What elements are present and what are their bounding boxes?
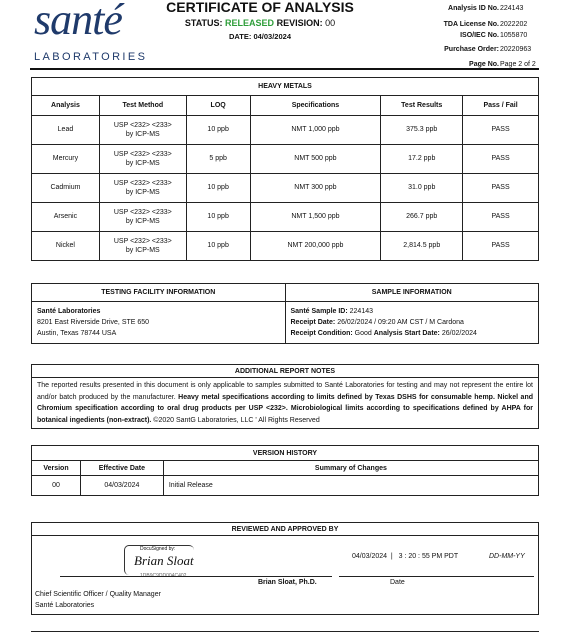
column-header: Version [32,461,81,476]
signed-date-time: 04/03/2024 | 3 : 20 : 55 PM PDT [352,553,459,560]
loq-cell: 10 ppb [186,232,250,261]
pass-fail-cell: PASS [463,232,539,261]
version-title: VERSION HISTORY [32,446,539,461]
facility-name: Santé Laboratories [37,307,101,315]
result-cell: 266.7 ppb [381,203,463,232]
signer-organization: Santé Laboratories [35,602,95,609]
sample-title: SAMPLE INFORMATION [285,284,539,302]
pass-fail-cell: PASS [463,145,539,174]
analysis-start-label: Analysis Start Date: [373,330,440,338]
notes-copyright: ©2020 SantG Laboratories, LLC ' All Rights Reserved [151,416,320,424]
meta-value: 20220963 [500,46,532,53]
version-cell: 00 [32,476,81,496]
method-line: by ICP-MS [125,247,160,254]
spec-cell: NMT 1,000 ppb [250,116,381,145]
receipt-condition-label: Receipt Condition: [290,330,353,338]
table-row [32,145,539,174]
facility-info [32,302,286,344]
loq-cell: 10 ppb [186,174,250,203]
analysis-cell: Mercury [32,145,100,174]
meta-label: Analysis ID No. [448,5,499,12]
document-date [160,32,360,41]
spec-cell: NMT 200,000 ppb [250,232,381,261]
logo-subtitle: LABORATORIES [34,51,148,63]
loq-cell: 5 ppb [186,145,250,174]
meta-value: 1055870 [500,32,528,39]
footer-rule [31,631,539,632]
table-row [32,232,539,261]
status-value: RELEASED [225,18,275,28]
column-header: Summary of Changes [163,461,538,476]
column-header: Effective Date [80,461,163,476]
result-cell: 31.0 ppb [381,174,463,203]
document-status [160,18,360,28]
pass-fail-cell: PASS [463,174,539,203]
notes-text: The reported results presented in this document is only applicable to samples submitted to Santé Laboratories for testing and may not represent the entire lot and/or batch produced by the manufacturer. [37,382,533,401]
signed-time: 3 : 20 : 55 PM PDT [398,553,459,560]
date-caption: Date [390,579,405,586]
result-cell: 2,814.5 ppb [381,232,463,261]
meta-label: Page No. [469,61,499,68]
table-row [32,174,539,203]
date-line [339,576,534,577]
facility-sample-table [31,283,539,344]
receipt-condition-value: Good [354,330,372,338]
method-cell [99,145,186,174]
header-divider [30,68,539,70]
sample-info [285,302,539,344]
logo-wordmark: santé [34,0,122,44]
column-header: Specifications [250,96,381,116]
notes-title: ADDITIONAL REPORT NOTES [32,365,538,378]
meta-label: TDA License No. [443,21,499,28]
table-row [32,476,539,496]
facility-address: Austin, Texas 78744 USA [37,330,117,338]
notes-body [32,378,538,428]
column-header: Test Method [99,96,186,116]
heavy-metals-title: HEAVY METALS [32,78,539,96]
sample-id-value: 224143 [349,307,373,315]
method-line: by ICP-MS [125,131,160,138]
document-title: CERTIFICATE OF ANALYSIS [166,0,354,15]
approval-title: REVIEWED AND APPROVED BY [32,523,538,536]
table-row [32,203,539,232]
method-line: by ICP-MS [125,160,160,167]
spec-cell: NMT 500 ppb [250,145,381,174]
method-line: by ICP-MS [125,189,160,196]
meta-value: 2022202 [500,21,528,28]
column-header: Pass / Fail [463,96,539,116]
version-history-table [31,445,539,496]
loq-cell: 10 ppb [186,203,250,232]
date-value: 04/03/2024 [253,32,291,41]
result-cell: 17.2 ppb [381,145,463,174]
meta-label: ISO/IEC No. [460,32,499,39]
loq-cell: 10 ppb [186,116,250,145]
analysis-start-value: 26/02/2024 [441,330,477,338]
column-header: Test Results [381,96,463,116]
signature: Brian Sloat [134,553,194,568]
facility-address: 8201 East Riverside Drive, STE 650 [37,318,150,326]
date-label: DATE: [229,32,252,41]
method-line: USP <232> <233> [113,150,172,158]
analysis-cell: Nickel [32,232,100,261]
signed-date: 04/03/2024 [352,553,388,560]
spec-cell: NMT 1,500 ppb [250,203,381,232]
meta-value: 224143 [500,5,524,12]
pass-fail-cell: PASS [463,116,539,145]
signature-line [60,576,332,577]
analysis-cell: Arsenic [32,203,100,232]
column-header: Analysis [32,96,100,116]
analysis-cell: Lead [32,116,100,145]
table-row [32,116,539,145]
sample-id-label: Santé Sample ID: [290,307,348,315]
signer-role: Chief Scientific Officer / Quality Manager [35,591,161,598]
revision-value: 00 [325,18,336,28]
spec-cell: NMT 300 ppb [250,174,381,203]
column-header: LOQ [186,96,250,116]
summary-cell: Initial Release [163,476,538,496]
date-format: DD-MM-YY [489,553,525,560]
receipt-date-label: Receipt Date: [290,318,336,326]
method-line: USP <232> <233> [113,179,172,187]
heavy-metals-table [31,77,539,261]
method-line: USP <232> <233> [113,237,172,245]
status-label: STATUS: [184,18,223,28]
analysis-cell: Cadmium [32,174,100,203]
result-cell: 375.3 ppb [381,116,463,145]
additional-notes [31,364,539,429]
method-line: USP <232> <233> [113,121,172,129]
method-cell [99,174,186,203]
method-cell [99,116,186,145]
method-line: USP <232> <233> [113,208,172,216]
facility-title: TESTING FACILITY INFORMATION [32,284,286,302]
signer-name: Brian Sloat, Ph.D. [258,579,317,586]
method-cell [99,232,186,261]
meta-label: Purchase Order: [444,46,499,53]
approval-section [31,522,539,615]
receipt-date-value: 26/02/2024 / 09:20 AM CST / M Cardona [337,318,464,326]
method-cell [99,203,186,232]
docusigned-label: DocuSigned by: [140,546,176,552]
pass-fail-cell: PASS [463,203,539,232]
effective-date-cell: 04/03/2024 [80,476,163,496]
meta-value: Page 2 of 2 [500,61,536,68]
revision-label: REVISION: [276,18,323,28]
notes-bold-text: Heavy metal specifications according to limits defined by Texas DSHS for consumable hemp. Nickel and Chromium specification according to oral drug products per USP <232>. Microbiological limits according to specifications defined by AHPA for botanical ingedients (non-extract). [37,393,533,424]
method-line: by ICP-MS [125,218,160,225]
